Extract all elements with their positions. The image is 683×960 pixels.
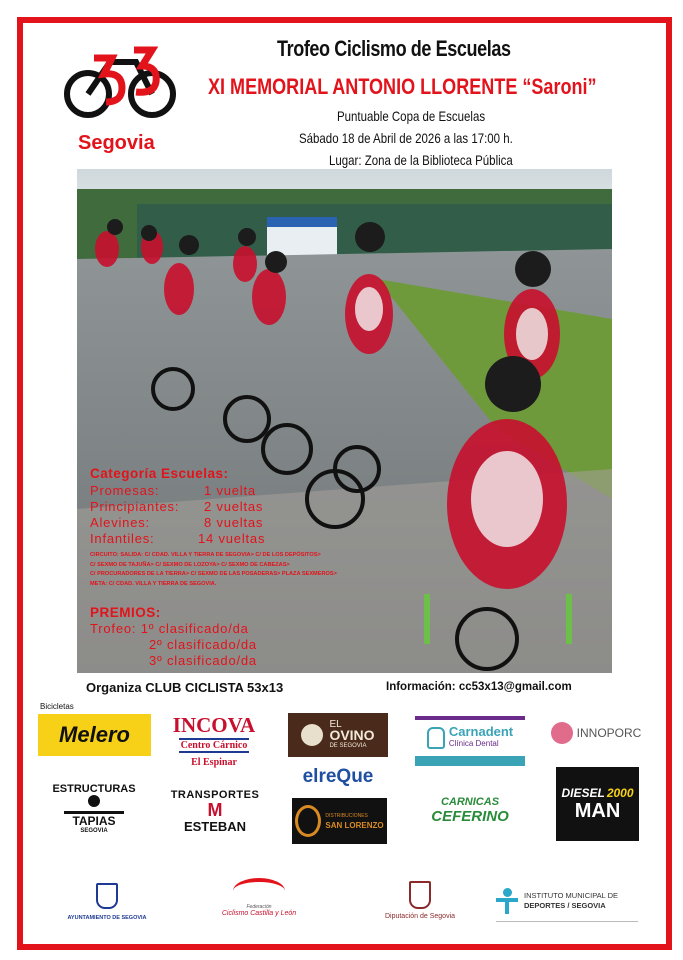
imd-figure-icon [496,888,518,914]
cyclists-photo [77,169,612,673]
circuit-line-4: META: C/ CDAD. VILLA Y TIERRA DE SEGOVIA. [90,580,217,587]
sponsor-san-lorenzo [292,798,387,844]
imd-line-2: DEPORTES / SEGOVIA [524,900,606,910]
club-logo [64,44,176,154]
bicycle-icon [64,44,176,122]
category-laps: 14 vueltas [198,531,266,546]
ovino-name: OVINO [329,726,375,743]
tooth-icon [427,727,445,749]
institution-federacion [219,870,299,924]
imd-line-1: INSTITUTO MUNICIPAL DE [524,890,619,900]
ovino-sub: DE SEGOVIA [329,742,367,749]
worker-icon [64,795,124,814]
sponsor-el-ovino [288,713,388,757]
diesel-label: DIESEL [561,785,605,800]
circuit-line-1: CIRCUITO: SALIDA: C/ CDAD. VILLA Y TIERRA DE SEGOVIA> C/ DE LOS DEPÓSITOS> [90,552,321,558]
circuit-description [90,551,337,589]
san-lorenzo-name: SAN LORENZO [325,821,384,830]
pig-icon [551,722,573,744]
carnadent-name: Carnadent [448,724,514,739]
category-row-alevines [90,515,290,531]
category-row-infantiles [90,531,290,547]
esteban-name: ESTEBAN [183,818,247,834]
incova-place: El Espinar [191,756,237,768]
category-name: Infantiles: [90,531,155,546]
fed-top: Federación [246,903,272,910]
sponsor-transportes-esteban [166,778,264,844]
cyclist-icon [233,878,285,904]
shield-icon [409,881,431,909]
category-laps: 1 vuelta [204,483,256,498]
sponsor-innoporc [545,718,647,748]
ovino-el: EL [329,718,342,730]
fed-name: Ciclismo Castilla y León [221,909,297,917]
logo-city: Segovia [78,132,155,154]
carnadent-sub: Clínica Dental [448,739,499,748]
tapias-name: TAPIAS [72,813,116,828]
category-name: Alevines: [90,515,150,530]
incova-name: INCOVA [172,712,256,737]
event-subtitle: XI MEMORIAL ANTONIO LLORENTE “Saroni” [208,74,597,99]
prize-3: 3º clasificado/da [149,653,257,668]
category-name: Principiantes: [90,499,180,514]
institution-ayuntamiento [58,878,156,926]
category-name: Promesas: [90,483,160,498]
tapias-sub: SEGOVIA [80,827,108,834]
sponsor-carnadent [415,716,525,766]
sponsor-melero [38,702,151,756]
event-date: Sábado 18 de Abril de 2026 a las 17:00 h. [299,130,513,146]
sponsor-carnicas-ceferino [418,782,522,838]
diesel-2000: 2000 [606,785,634,800]
san-lorenzo-icon [295,805,321,837]
prize-2: 2º clasificado/da [149,637,257,652]
san-lorenzo-top: DISTRIBUCIONES [325,813,368,819]
institution-diputacion [380,874,460,926]
incova-sub: Centro Cárnico [180,739,248,751]
carnicas-label: CARNICAS [440,795,500,808]
organizer: Organiza CLUB CICLISTA 53x13 [86,680,284,695]
prize-1: Trofeo: 1º clasificado/da [90,621,249,636]
sponsor-diesel-2000 [556,767,639,841]
institution-imd [496,880,638,922]
circuit-line-2: C/ SEXMO DE TAJUÑA> C/ SEXMO DE LOZOYA> C/ SEXMO DE CABEZAS> [90,561,290,568]
contact-info: Información: cc53x13@gmail.com [386,681,572,693]
categories-title: Categoría Escuelas: [90,466,229,481]
event-location: Lugar: Zona de la Biblioteca Pública [329,152,513,168]
category-row-promesas [90,483,290,499]
circuit-line-3: C/ PROCURADORES DE LA TIERRA> C/ SEXMO DE LAS POSADERAS> PLAZA SEXMEROS> [90,571,337,577]
event-line-1: Puntuable Copa de Escuelas [337,108,486,124]
ovino-icon [301,724,323,746]
prizes-title: PREMIOS: [90,605,161,620]
man-label: MAN [574,799,621,822]
category-laps: 8 vueltas [204,515,264,530]
sponsor-incova [165,712,263,768]
category-laps: 2 vueltas [204,499,264,514]
elreque-name: elreQue [302,766,374,787]
category-row-principiantes [90,499,290,515]
crest-icon [96,883,118,909]
sponsor-tapias [40,778,148,838]
estructuras-label: ESTRUCTURAS [52,782,136,795]
melero-top: Bicicletas [40,702,74,711]
transportes-label: TRANSPORTES [170,788,260,801]
ayto-label: AYUNTAMIENTO DE SEGOVIA [67,915,147,921]
melero-name: Melero [59,722,130,747]
ceferino-name: CEFERINO [431,807,509,825]
event-title: Trofeo Ciclismo de Escuelas [277,36,511,61]
diputacion-label: Diputación de Segovia [384,912,456,920]
innoporc-name: INNOPORC [576,726,642,740]
categories-list [90,483,290,547]
transportes-m: M [207,799,223,820]
sponsor-elreque [292,764,384,790]
